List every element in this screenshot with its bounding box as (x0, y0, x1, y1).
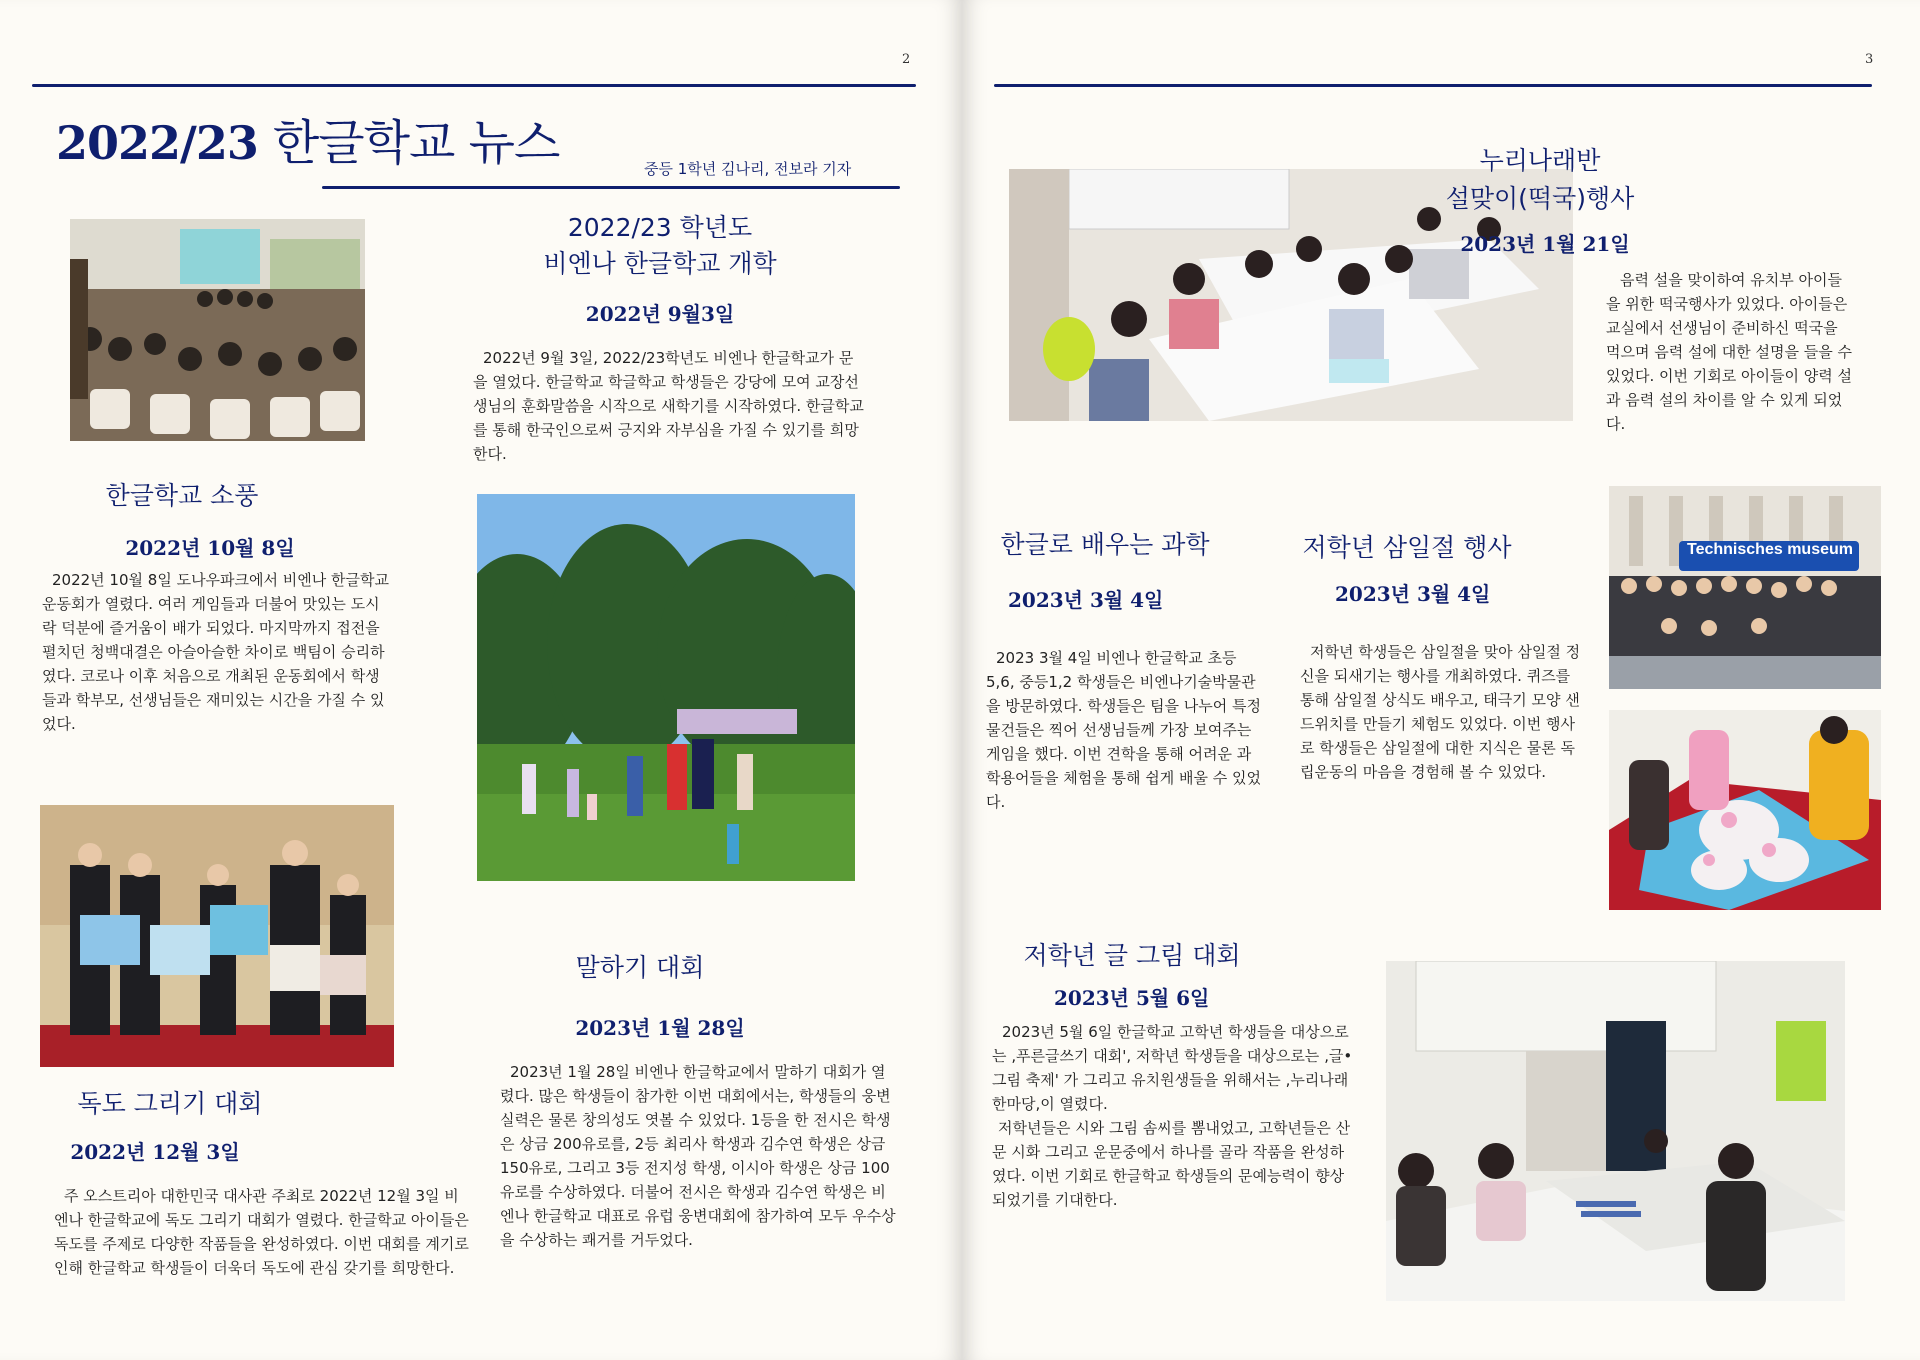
drawing-body-paragraph-2: 저학년들은 시와 그림 솜씨를 뽐내었고, 고학년들은 산문 시화 그리고 운문중에서 하나를 골라 작품을 완성하였다. 이번 기회로 한글학교 학생들의 문예능력이 향상 되었기를 기대한다. (992, 1119, 1351, 1209)
speech-body: 2023년 1월 28일 비엔나 한글학교에서 말하기 대회가 열렸다. 많은 학생들이 참가한 이번 대회에서는, 학생들의 웅변실력은 물론 창의성도 엿볼 수 있었다. 1등을 한 전시은 학생은 상금 200유로를, 2등 최리사 학생과 김수연 학생은 상금 150유로, 그리고 3등 전지성 학생, 이시아 학생은 상금 100유로를 수상하였다. 더불어 전시은 학생과 김수연 학생은 비엔나 한글학교 대표로 유럽 웅변대회에 참가하여 모두 우수상을 수상하는 쾌거를 거두었다. (500, 1063, 896, 1249)
samil-craft-photo (1609, 710, 1881, 910)
drawing-body-paragraph-1: 2023년 5월 6일 한글학교 고학년 학생들을 대상으로는 ‚푸른글쓰기 대회', 저학년 학생들을 대상으로는 ‚글•그림 축제' 가 그리고 유치원생들을 위해서는 ‚누리나래 한마당,이 열렸다. (992, 1023, 1353, 1113)
drawing-body (992, 1020, 1354, 1212)
dokdo-date: 2022년 12월 3일 (70, 1140, 240, 1164)
title-rule (322, 186, 900, 189)
opening-ceremony-photo (70, 219, 365, 441)
dokdo-body: 주 오스트리아 대한민국 대사관 주최로 2022년 12월 3일 비엔나 한글학교에 독도 그리기 대회가 열렸다. 한글학교 아이들은 독도를 주제로 다양한 작품들을 완성하였다. 이번 대회를 계기로 인해 한글학교 학생들이 더욱더 독도에 관심 갖기를 희망한다. (54, 1187, 469, 1277)
science-date: 2023년 3월 4일 (1008, 588, 1164, 612)
science-title: 한글로 배우는 과학 (1000, 530, 1210, 559)
opening-title-line2: 비엔나 한글학교 개학 (543, 249, 777, 278)
newyear-title-line1: 누리나래반 (1479, 146, 1601, 175)
drawing-date: 2023년 5월 6일 (1054, 986, 1210, 1010)
museum-group-photo (1609, 486, 1881, 689)
page-number: 3 (1865, 52, 1874, 67)
newyear-body: 음력 설을 맞이하여 유치부 아이들을 위한 떡국행사가 있었다. 아이들은 교실에서 선생님이 준비하신 떡국을 먹으며 음력 설에 대한 설명을 들을 수 있었다. 이번 기회로 아이들이 양력 설과 음력 설의 차이를 알 수 있게 되었다. (1606, 271, 1852, 433)
opening-body: 2022년 9월 3일, 2022/23학년도 비엔나 한글학교가 문을 열었다. 한글학교 학글학교 학생들은 강당에 모여 교장선생님의 훈화말씀을 시작으로 새학기를 시작하였다. 한글학교를 통해 한국인으로써 긍지와 자부심을 가질 수 있기를 희망한다. (473, 349, 864, 463)
dokdo-title: 독도 그리기 대회 (77, 1089, 263, 1118)
page-number: 2 (902, 52, 911, 67)
page-title (56, 104, 559, 173)
picnic-date: 2022년 10월 8일 (125, 536, 295, 560)
right-page (962, 0, 1920, 1360)
drawing-contest-photo (1386, 961, 1845, 1301)
top-rule (994, 84, 1872, 87)
opening-date: 2022년 9월3일 (585, 302, 735, 326)
opening-title-line1: 2022/23 학년도 (567, 213, 753, 242)
title-year: 2022/23 (56, 116, 258, 170)
picnic-title: 한글학교 소풍 (105, 481, 259, 510)
museum-sign: Technisches museum (1687, 541, 1853, 558)
speech-date: 2023년 1월 28일 (575, 1016, 745, 1040)
opening-title (480, 210, 840, 282)
newyear-date: 2023년 1월 21일 (1460, 232, 1630, 256)
picnic-photo (477, 494, 855, 881)
samil-title: 저학년 삼일절 행사 (1302, 533, 1512, 562)
samil-body: 저학년 학생들은 삼일절을 맞아 삼일절 정신을 되새기는 행사를 개최하였다. 퀴즈를 통해 삼일절 상식도 배우고, 태극기 모양 샌드위치를 만들기 체험도 있었다. 이번 행사로 학생들은 삼일절에 대한 지식은 물론 독립운동의 마음을 경험해 볼 수 있었다. (1300, 643, 1581, 781)
top-rule (32, 84, 916, 87)
speech-title: 말하기 대회 (575, 953, 705, 982)
science-body: 2023 3월 4일 비엔나 한글학교 초등 5,6, 중등1,2 학생들은 비엔나기술박물관을 방문하였다. 학생들은 팀을 나누어 특정 물건들은 찍어 선생님들께 가장 보여주는 게임을 했다. 이번 견학을 통해 어려운 과학용어들을 체험을 통해 쉽게 배울 수 있었다. (986, 649, 1261, 811)
picnic-body: 2022년 10월 8일 도나우파크에서 비엔나 한글학교 운동회가 열렸다. 여러 게임들과 더불어 맛있는 도시락 덕분에 즐거움이 배가 되었다. 마지막까지 접전을 펼치던 청백대결은 아슬아슬한 차이로 백팀이 승리하였다. 코로나 이후 처음으로 개최된 운동회에서 학생들과 학부모, 선생님들은 재미있는 시간을 가질 수 있었다. (42, 571, 389, 733)
dokdo-photo (40, 805, 394, 1067)
byline: 중등 1학년 김나리, 전보라 기자 (644, 160, 852, 178)
drawing-title: 저학년 글 그림 대회 (1023, 941, 1241, 970)
newyear-title-line2: 설맞이(떡국)행사 (1445, 184, 1635, 213)
newyear-title (1390, 142, 1690, 218)
title-korean: 한글학교 뉴스 (272, 115, 560, 171)
samil-date: 2023년 3월 4일 (1335, 582, 1491, 606)
